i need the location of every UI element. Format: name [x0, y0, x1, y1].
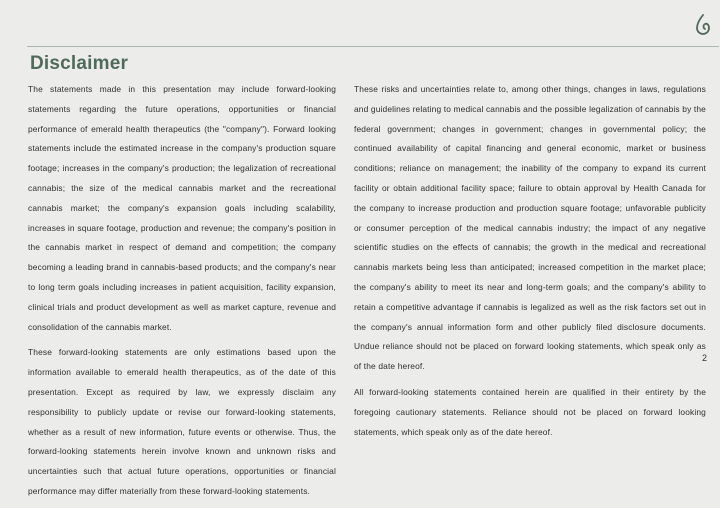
page-title: Disclaimer	[30, 53, 129, 74]
left-column	[28, 80, 336, 508]
left-paragraph-1: The statements made in this presentation may include forward-looking statements regarding the future operations, opportunities or financial performance of emerald health therapeutics (the "company"). Forward looking statements include the estimated increase in the company's production square footage; increases in the company's production; the legalization of recreational cannabis; the size of the medical cannabis market and the recreational cannabis market; the company's expansion goals including scalability, increases in square footage, production and revenue; the company's position in the cannabis market in respect of demand and competition; the company becoming a leading brand in cannabis-based products; and the company's near to long term goals including increases in patient acquisition, facility expansion, clinical trials and product development as well as market capture, revenue and consolidation of the cannabis market.	[28, 84, 336, 332]
page-number: 2	[702, 353, 708, 363]
right-paragraph-2: All forward-looking statements contained herein are qualified in their entirety by the foregoing cautionary statements. Reliance should not be placed on forward looking statements, which speak only as of the date hereof.	[354, 386, 706, 437]
emerald-drop-icon	[695, 14, 711, 36]
left-paragraph-2: These forward-looking statements are only estimations based upon the information available to emerald health therapeutics, as of the date of this presentation. Except as required by law, we expressly disclaim any responsibility to publicly update or revise our forward-looking statements, whether as a result of new information, future events or otherwise. Thus, the forward-looking statements herein involve known and unknown risks and uncertainties such that actual future operations, opportunities or financial performance may differ materially from these forward-looking statements.	[28, 347, 336, 496]
right-paragraph-1: These risks and uncertainties relate to, among other things, changes in laws, regulations and guidelines relating to medical cannabis and the possible legalization of cannabis by the federal government; changes in government; changes in governmental policy; the continued availability of capital financing and general economic, market or business conditions; reliance on management; the inability of the company to expand its current facility or obtain additional facility space; failure to obtain approval by Health Canada for the company to increase production and production square footage; unfavorable publicity or consumer perception of the medical cannabis industry; the impact of any negative scientific studies on the effects of cannabis; the growth in the medical and recreational cannabis markets being less than anticipated; increased competition in the market place; the company's ability to meet its near and long-term goals; and the company's ability to retain a competitive advantage if cannabis is legalized as well as the risk factors set out in the company's annual information form and other publicly filed disclosure documents. Undue reliance should not be placed on forward looking statements, which speak only as of the date hereof.	[354, 84, 706, 372]
right-column	[354, 80, 706, 448]
header-divider	[27, 46, 719, 47]
